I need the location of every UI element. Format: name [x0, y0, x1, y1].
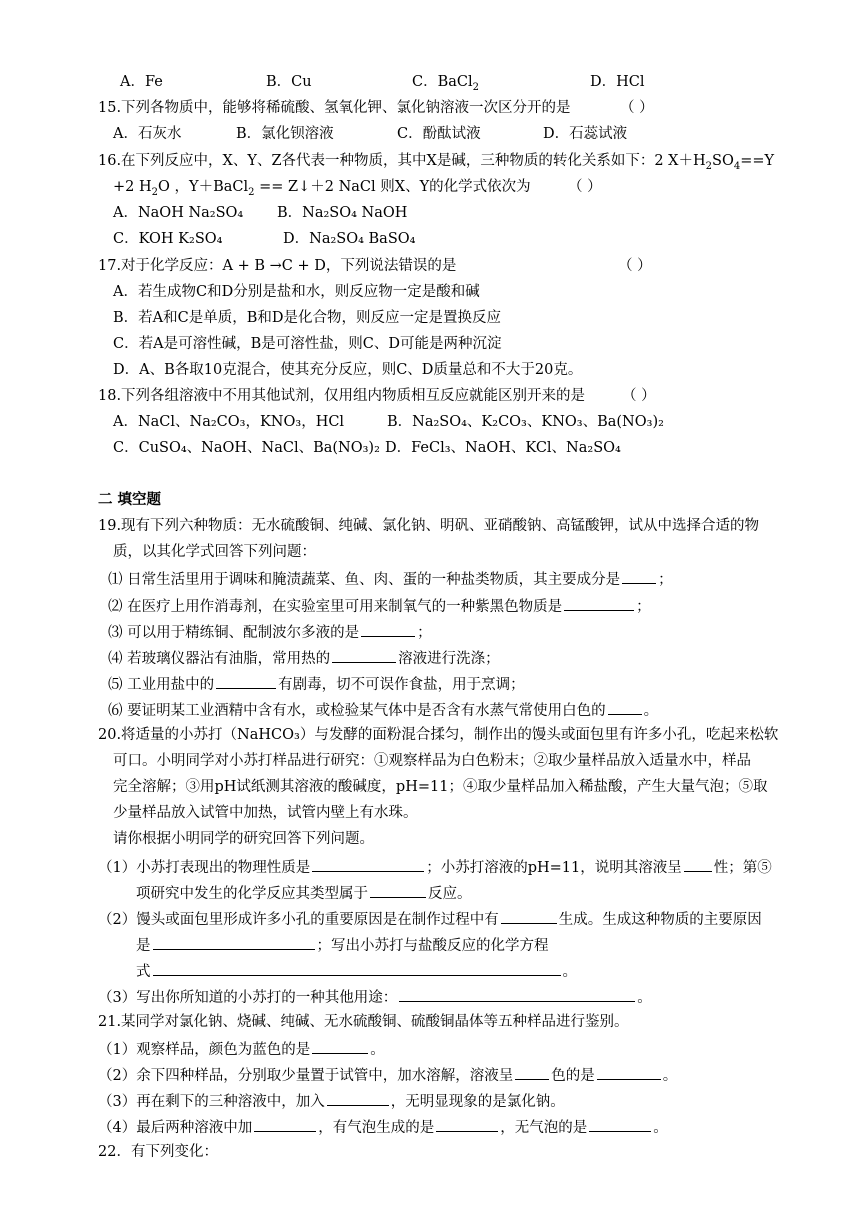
- blank[interactable]: [564, 595, 634, 611]
- q20-part1-line1: （1）小苏打表现出的物理性质是 ；小苏打溶液的pH=11，说明其溶液呈 性；第⑤: [98, 856, 772, 878]
- q14-option-b: B．Cu: [266, 74, 312, 90]
- q15-option-a: A．石灰水: [113, 126, 182, 142]
- q16-stem-line1: 16.在下列反应中，X、Y、Z各代表一种物质，其中X是碱，三种物质的转化关系如下：2 $X+H_2SO_4==Y$: [98, 153, 775, 172]
- q20-part1-line2: 项研究中发生的化学反应其类型属于 反应。: [136, 882, 472, 904]
- q20-part2-line3: 式 。: [136, 960, 577, 982]
- blank[interactable]: [436, 1116, 498, 1132]
- q19-item-3: ⑶ 可以用于精练铜、配制波尔多液的是 ；: [108, 621, 432, 643]
- q17-answer-paren: （ ）: [618, 258, 652, 274]
- blank[interactable]: [332, 647, 396, 663]
- q19-item-6: ⑹ 要证明某工业酒精中含有水，或检验某气体中是否含有水蒸气常使用白色的 。: [108, 699, 658, 721]
- q17-option-d: D．A、B各取10克混合，使其充分反应，则C、D质量总和不大于20克。: [113, 362, 583, 378]
- q17-option-a: A．若生成物C和D分别是盐和水，则反应物一定是酸和碱: [113, 284, 480, 300]
- q15-option-c: C．酚酞试液: [397, 126, 481, 142]
- q17-option-b: B．若A和C是单质，B和D是化合物，则反应一定是置换反应: [113, 310, 502, 326]
- q16-option-a: A．NaOH Na₂SO₄: [113, 205, 244, 221]
- blank[interactable]: [216, 673, 276, 689]
- q18-option-a: A．NaCl、Na₂CO₃，KNO₃，HCl: [113, 414, 345, 430]
- q19-item-2: ⑵ 在医疗上用作消毒剂，在实验室里可用来制氧气的一种紫黑色物质是 ；: [108, 595, 651, 617]
- blank[interactable]: [684, 856, 712, 872]
- blank[interactable]: [370, 882, 426, 898]
- blank[interactable]: [589, 1116, 651, 1132]
- q18-stem: 18.下列各组溶液中不用其他试剂，仅用组内物质相互反应就能区别开来的是: [98, 388, 586, 404]
- q20-stem-line3: 完全溶解；③用pH试纸测其溶液的酸碱度，pH=11；④取少量样品加入稀盐酸，产生大量气泡；⑤取: [113, 779, 768, 795]
- q19-item-5: ⑸ 工业用盐中的 有剧毒，切不可误作食盐，用于烹调；: [108, 673, 525, 695]
- q15-answer-paren: （ ）: [620, 100, 654, 116]
- q21-stem: 21.某同学对氯化钠、烧碱、纯碱、无水硫酸铜、硫酸铜晶体等五种样品进行鉴别。: [98, 1014, 629, 1030]
- blank[interactable]: [622, 568, 656, 584]
- q20-stem-line4: 少量样品放入试管中加热，试管内壁上有水珠。: [113, 805, 418, 821]
- q15-option-b: B．氯化钡溶液: [236, 126, 334, 142]
- q20-part2-line2: 是 ；写出小苏打与盐酸反应的化学方程: [136, 934, 549, 956]
- blank[interactable]: [515, 1064, 549, 1080]
- q15-stem: 15.下列各物质中，能够将稀硫酸、氢氧化钾、氯化钠溶液一次区分开的是: [98, 100, 571, 116]
- q18-option-d: D．FeCl₃、NaOH、KCl、Na₂SO₄: [385, 440, 621, 456]
- q21-part2: （2）余下四种样品，分别取少量置于试管中，加水溶解，溶液呈 色的是 。: [98, 1064, 677, 1086]
- blank[interactable]: [361, 621, 415, 637]
- q14-option-c: C．BaCl$_2$: [412, 74, 480, 93]
- q18-option-c: C．CuSO₄、NaOH、NaCl、Ba(NO₃)₂: [113, 440, 380, 456]
- q21-part1: （1）观察样品，颜色为蓝色的是 。: [98, 1038, 385, 1060]
- blank[interactable]: [608, 699, 642, 715]
- q20-stem-line1: 20.将适量的小苏打（NaHCO₃）与发酵的面粉混合揉匀，制作出的馒头或面包里有许多小孔，吃起来松软: [98, 727, 779, 743]
- blank[interactable]: [153, 960, 561, 976]
- blank[interactable]: [327, 1090, 389, 1106]
- q21-part3: （3）再在剩下的三种溶液中，加入 ，无明显现象的是氯化钠。: [98, 1090, 565, 1112]
- q17-stem: 17.对于化学反应：A + B →C + D，下列说法错误的是: [98, 258, 457, 274]
- q18-option-b: B．Na₂SO₄、K₂CO₃、KNO₃、Ba(NO₃)₂: [387, 414, 664, 430]
- q19-item-1: ⑴ 日常生活里用于调味和腌渍蔬菜、鱼、肉、蛋的一种盐类物质，其主要成分是 ；: [108, 568, 673, 590]
- blank[interactable]: [312, 856, 424, 872]
- blank[interactable]: [597, 1064, 661, 1080]
- q16-option-c: C．KOH K₂SO₄: [113, 231, 223, 247]
- q14-option-d: D．HCl: [590, 74, 645, 90]
- section-heading-fill-in: 二 填空题: [98, 491, 162, 508]
- q19-stem-line1: 19.现有下列六种物质：无水硫酸铜、纯碱、氯化钠、明矾、亚硝酸钠、高锰酸钾，试从中选择合适的物: [98, 518, 760, 534]
- q22-stem: 22．有下列变化：: [98, 1144, 218, 1160]
- q16-option-b: B．Na₂SO₄ NaOH: [277, 205, 408, 221]
- blank[interactable]: [501, 908, 557, 924]
- q19-item-4: ⑷ 若玻璃仪器沾有油脂，常用热的 溶液进行洗涤；: [108, 647, 500, 669]
- blank[interactable]: [312, 1038, 368, 1054]
- q19-stem-line2: 质，以其化学式回答下列问题：: [113, 544, 316, 560]
- q16-answer-paren: （ ）: [568, 179, 602, 195]
- q15-option-d: D．石蕊试液: [543, 126, 628, 142]
- q14-option-a: A．Fe: [120, 74, 163, 90]
- q18-answer-paren: （ ）: [622, 388, 656, 404]
- blank[interactable]: [399, 986, 635, 1002]
- q20-part2-line1: （2）馒头或面包里形成许多小孔的重要原因是在制作过程中有 生成。生成这种物质的主要原因: [98, 908, 762, 930]
- blank[interactable]: [254, 1116, 316, 1132]
- blank[interactable]: [153, 934, 315, 950]
- q20-stem-line5: 请你根据小明同学的研究回答下列问题。: [113, 831, 374, 847]
- q20-stem-line2: 可口。小明同学对小苏打样品进行研究：①观察样品为白色粉末；②取少量样品放入适量水中，样品: [113, 753, 751, 769]
- q16-stem-line2: +2 $H_2O$ ，Y＋BaCl$_2$ == Z↓＋2 NaCl 则X、Y的化学式依次为: [113, 179, 531, 198]
- q16-option-d: D．Na₂SO₄ BaSO₄: [283, 231, 416, 247]
- q17-option-c: C．若A是可溶性碱，B是可溶性盐，则C、D可能是两种沉淀: [113, 336, 502, 352]
- q21-part4: （4）最后两种溶液中加 ，有气泡生成的是 ，无气泡的是 。: [98, 1116, 668, 1138]
- q20-part3: （3）写出你所知道的小苏打的一种其他用途： 。: [98, 986, 652, 1008]
